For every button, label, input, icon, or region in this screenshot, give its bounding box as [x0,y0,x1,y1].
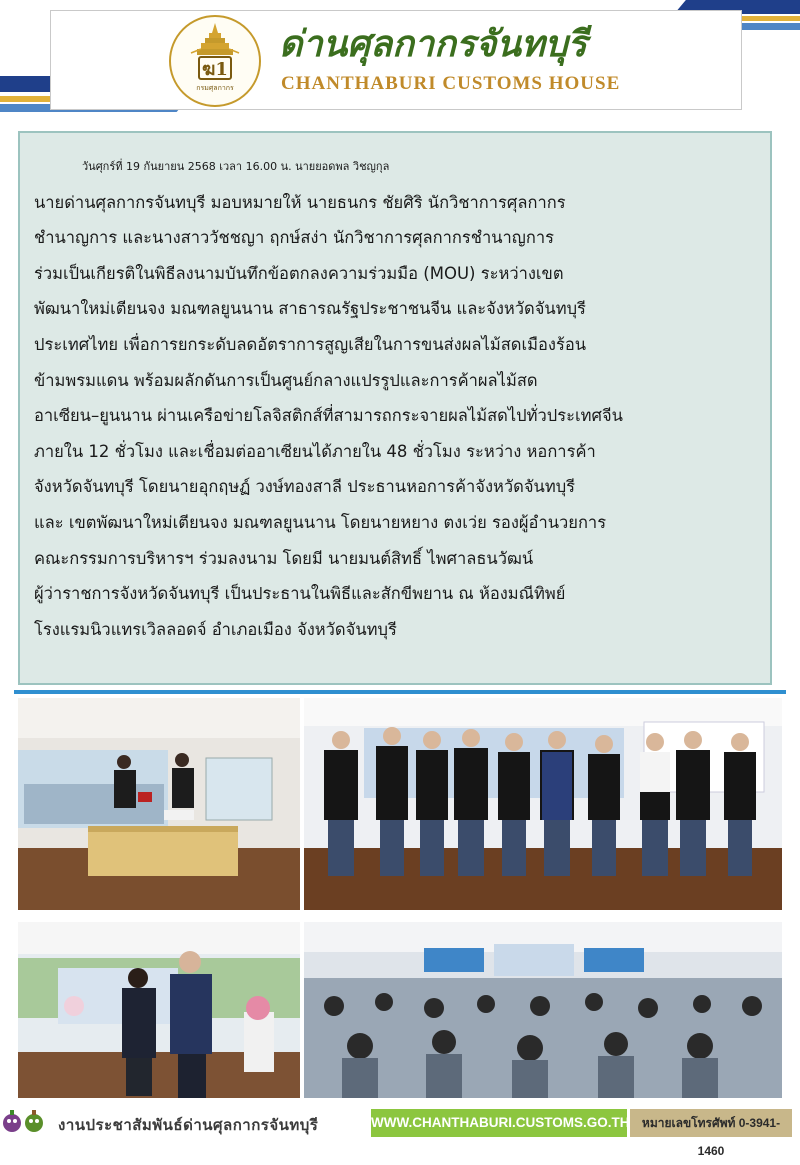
mascot-icon-right [24,1109,44,1133]
article-line: ชำนาญการ และนางสาววัชชญา ฤกษ์สง่า นักวิชาการศุลกากรชำนาญการ [34,228,554,248]
article-line: ข้ามพรมแดน พร้อมผลักดันการเป็นศูนย์กลางแปรรูปและการค้าผลไม้สด [34,370,538,390]
photo-audience-hall [304,922,782,1098]
article-line: ภายใน 12 ชั่วโมง และเชื่อมต่ออาเซียนได้ภายใน 48 ชั่วโมง ระหว่าง หอการค้า [34,441,596,461]
article-line: โรงแรมนิวแทรเวิลลอดจ์ อำเภอเมือง จังหวัดจันทบุรี [34,619,397,639]
article-line: วันศุกร์ที่ 19 กันยายน 2568 เวลา 16.00 น. นายยอดพล วิชญกุล [82,160,390,173]
photo-group-delegation [304,698,782,910]
mascot-icon-left [2,1109,22,1133]
footer-pr-label: งานประชาสัมพันธ์ด่านศุลกากรจันทบุรี [58,1116,319,1134]
article-line: นายด่านศุลกากรจันทบุรี มอบหมายให้ นายธนกร ชัยศิริ นักวิชาการศุลกากร [34,192,566,212]
header-banner [50,10,742,110]
page-header [0,0,800,120]
photo-signing-ceremony [18,698,300,910]
svg-text:ฆ1: ฆ1 [202,59,228,80]
article-paragraph [20,133,770,647]
photo-collage [14,690,786,1100]
customs-logo [169,15,261,107]
article-line: ร่วมเป็นเกียรติในพิธีลงนามบันทึกข้อตกลงความร่วมมือ (MOU) ระหว่างเขต [34,263,564,283]
photo-pair-portrait [18,922,300,1098]
article-line: อาเซียน–ยูนนาน ผ่านเครือข่ายโลจิสติกส์ที่สามารถกระจายผลไม้สดไปทั่วประเทศจีน [34,406,623,426]
logo-caption: กรมศุลกากร [196,84,234,92]
article-line: จังหวัดจันทบุรี โดยนายอุกฤษฏ์ วงษ์ทองสาลี ประธานหอการค้าจังหวัดจันทบุรี [34,477,576,497]
collage-top-bar [14,690,786,694]
article-line: ประเทศไทย เพื่อการยกระดับลดอัตราการสูญเสียในการขนส่งผลไม้สดเมืองร้อน [34,334,587,354]
article-line: คณะกรรมการบริหารฯ ร่วมลงนาม โดยมี นายมนต์สิทธิ์ ไพศาลธนวัฒน์ [34,548,534,568]
header-title-thai: ด่านศุลกากรจันทบุรี [279,23,587,65]
header-title-english: CHANTHABURI CUSTOMS HOUSE [281,73,621,94]
page-footer [0,1105,800,1158]
article-box [18,131,772,685]
article-line: พัฒนาใหม่เตียนจง มณฑลยูนนาน สาธารณรัฐประชาชนจีน และจังหวัดจันทบุรี [34,299,586,319]
footer-phone-number: หมายเลขโทรศัพท์ 0-3941-1460 [630,1109,792,1137]
article-line: และ เขตพัฒนาใหม่เตียนจง มณฑลยูนนาน โดยนายหยาง ตงเว่ย รองผู้อำนวยการ [34,512,607,532]
article-line: ผู้ว่าราชการจังหวัดจันทบุรี เป็นประธานในพิธีและสักขีพยาน ณ ห้องมณีทิพย์ [34,584,566,604]
footer-website-link[interactable]: WWW.CHANTHABURI.CUSTOMS.GO.TH [371,1109,627,1137]
